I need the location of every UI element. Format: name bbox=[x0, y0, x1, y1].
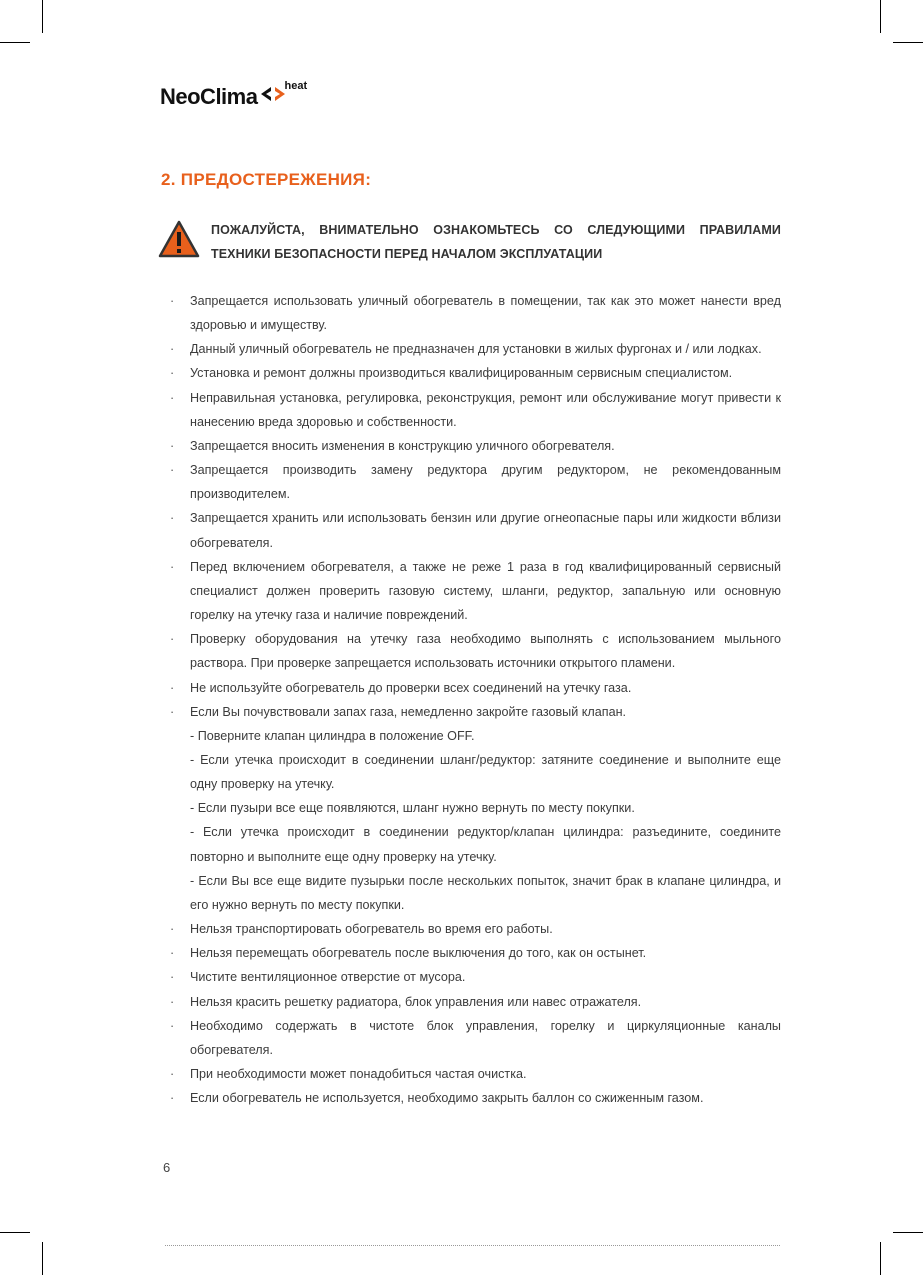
list-item: · Перед включением обогревателя, а также не реже 1 раза в год квалифицированный сервисный специалист должен проверить газовую систему, шланги, редуктор, запальную или основную горелку на утечку газа и наличие повреждений. bbox=[170, 555, 781, 627]
logo-brand-text: NeoClima bbox=[160, 84, 258, 109]
list-item: · Неправильная установка, регулировка, реконструкция, ремонт или обслуживание могут привести к нанесению вреда здоровью и собственности. bbox=[170, 386, 781, 434]
sub-list-item: - Если утечка происходит в соединении редуктор/клапан цилиндра: разъедините, соедините повторно и выполните еще одну проверку на утечку. bbox=[190, 825, 781, 864]
brand-logo bbox=[160, 80, 308, 109]
precautions-list bbox=[170, 289, 781, 1110]
crop-mark bbox=[893, 1232, 923, 1233]
list-item: · При необходимости может понадобиться частая очистка. bbox=[170, 1062, 781, 1086]
crop-mark bbox=[880, 0, 881, 33]
crop-mark bbox=[42, 1242, 43, 1275]
list-item: · Запрещается хранить или использовать бензин или другие огнеопасные пары или жидкости вблизи обогревателя. bbox=[170, 506, 781, 554]
list-item: · Нельзя транспортировать обогреватель во время его работы. bbox=[170, 917, 781, 941]
crop-mark bbox=[0, 42, 30, 43]
list-item: · Чистите вентиляционное отверстие от мусора. bbox=[170, 965, 781, 989]
list-item: · Если Вы почувствовали запах газа, немедленно закройте газовый клапан. bbox=[170, 700, 781, 724]
list-item: · Необходимо содержать в чистоте блок управления, горелку и циркуляционные каналы обогревателя. bbox=[170, 1014, 781, 1062]
crop-mark bbox=[880, 1242, 881, 1275]
list-item: · Проверку оборудования на утечку газа необходимо выполнять с использованием мыльного раствора. При проверке запрещается использовать источники открытого пламени. bbox=[170, 627, 781, 675]
section-title: 2. ПРЕДОСТЕРЕЖЕНИЯ: bbox=[161, 170, 372, 189]
list-item: · Запрещается использовать уличный обогреватель в помещении, так как это может нанести вред здоровью и имуществу. bbox=[170, 289, 781, 337]
sub-list-item: - Если Вы все еще видите пузырьки после нескольких попыток, значит брак в клапане цилиндра, и его нужно вернуть по месту покупки. bbox=[190, 873, 781, 912]
sub-list-item: - Поверните клапан цилиндра в положение OFF. bbox=[190, 728, 475, 743]
page-number: 6 bbox=[163, 1160, 171, 1175]
sub-list-item: - Если пузыри все еще появляются, шланг нужно вернуть по месту покупки. bbox=[190, 801, 635, 816]
list-item: · Запрещается вносить изменения в конструкцию уличного обогревателя. bbox=[170, 434, 781, 458]
footer-divider bbox=[165, 1245, 780, 1246]
list-item: · Установка и ремонт должны производиться квалифицированным сервисным специалистом. bbox=[170, 361, 781, 385]
crop-mark bbox=[893, 42, 923, 43]
list-item: · Не используйте обогреватель до проверки всех соединений на утечку газа. bbox=[170, 676, 781, 700]
list-item: · Если обогреватель не используется, необходимо закрыть баллон со сжиженным газом. bbox=[170, 1086, 781, 1110]
crop-mark bbox=[0, 1232, 30, 1233]
crop-mark bbox=[42, 0, 43, 33]
list-item: · Нельзя перемещать обогреватель после выключения до того, как он остынет. bbox=[170, 941, 781, 965]
list-item: · Данный уличный обогреватель не предназначен для установки в жилых фургонах и / или лодках. bbox=[170, 337, 781, 361]
list-item: · Запрещается производить замену редуктора другим редуктором, не рекомендованным производителем. bbox=[170, 458, 781, 506]
warning-text: ПОЖАЛУЙСТА, ВНИМАТЕЛЬНО ОЗНАКОМЬТЕСЬ СО СЛЕДУЮЩИМИ ПРАВИЛАМИ ТЕХНИКИ БЕЗОПАСНОСТИ ПЕРЕД НАЧАЛОМ ЭКСПЛУАТАЦИИ bbox=[211, 223, 781, 261]
list-item: · Нельзя красить решетку радиатора, блок управления или навес отражателя. bbox=[170, 990, 781, 1014]
warning-triangle-icon bbox=[158, 220, 200, 258]
logo-heat-text: heat bbox=[284, 80, 308, 92]
logo-arrows-icon bbox=[260, 86, 286, 107]
sub-list-item: - Если утечка происходит в соединении шланг/редуктор: затяните соединение и выполните еще одну проверку на утечку. bbox=[190, 752, 781, 792]
